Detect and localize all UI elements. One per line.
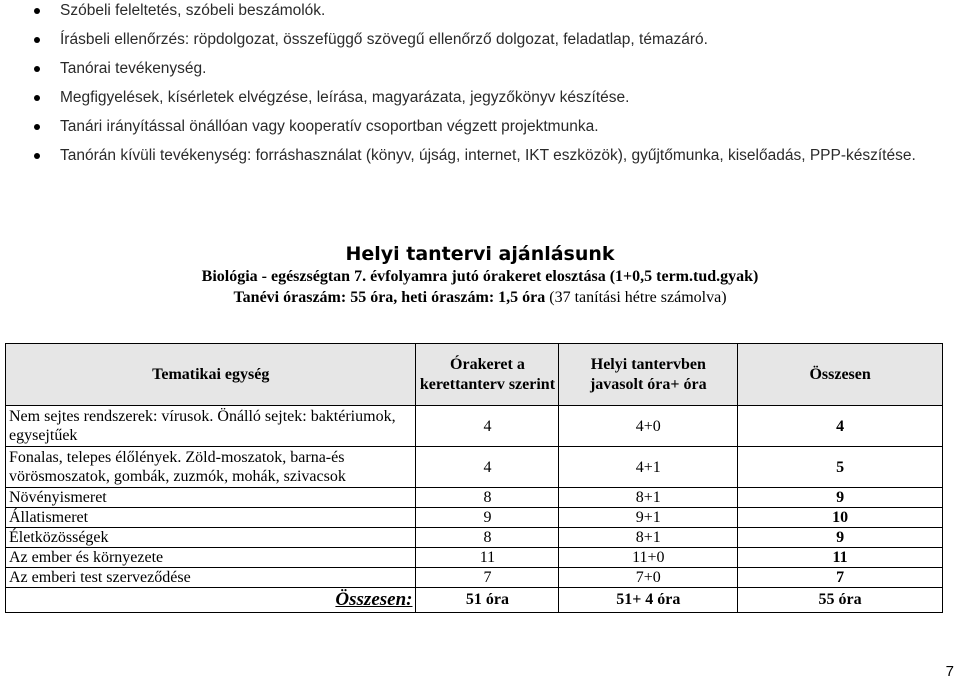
local-cell: 4+0	[559, 406, 738, 447]
local-cell: 8+1	[559, 488, 738, 508]
total-cell: 7	[738, 568, 943, 588]
hours-table	[5, 343, 943, 613]
hours-summary-bold: Tanévi óraszám: 55 óra, heti óraszám: 1,5 óra	[233, 289, 546, 306]
frame-cell: 4	[416, 447, 559, 488]
unit-cell: Fonalas, telepes élőlények. Zöld-moszatok, barna-és vörösmoszatok, gombák, zuzmók, mohák, szivacsok	[6, 447, 416, 488]
bullet-list	[34, 0, 940, 167]
table-row	[6, 406, 943, 447]
unit-cell: Állatismeret	[6, 508, 416, 528]
total-cell: 11	[738, 548, 943, 568]
table-row	[6, 528, 943, 548]
unit-cell: Életközösségek	[6, 528, 416, 548]
section-subtitle: Biológia - egészségtan 7. évfolyamra jutó órakeret elosztása (1+0,5 term.tud.gyak)	[201, 268, 759, 285]
unit-cell: Az emberi test szerveződése	[6, 568, 416, 588]
bullet-dot-icon	[34, 124, 40, 130]
total-cell: 10	[738, 508, 943, 528]
bullet-item	[34, 29, 940, 58]
local-cell: 8+1	[559, 528, 738, 548]
bullet-text: Tanórán kívüli tevékenység: forráshasználat (könyv, újság, internet, IKT eszközök), gyűjtőmunka, kiselőadás, PPP-készítése.	[60, 147, 916, 164]
bullet-item	[34, 116, 940, 145]
table-row	[6, 508, 943, 528]
frame-cell: 11	[416, 548, 559, 568]
bullet-dot-icon	[34, 153, 40, 159]
table-row	[6, 548, 943, 568]
table-row	[6, 568, 943, 588]
table-total-row	[6, 588, 943, 613]
bullet-dot-icon	[34, 37, 40, 43]
table-header-row	[6, 344, 943, 406]
bullet-item	[34, 0, 940, 29]
column-header-total: Összesen	[738, 344, 943, 406]
bullet-text: Írásbeli ellenőrzés: röpdolgozat, összefüggő szövegű ellenőrző dolgozat, feladatlap, témazáró.	[60, 31, 708, 48]
frame-cell: 8	[416, 528, 559, 548]
frame-cell: 8	[416, 488, 559, 508]
unit-cell: Növényismeret	[6, 488, 416, 508]
bullet-item	[34, 87, 940, 116]
column-header-local: Helyi tantervben javasolt óra+ óra	[559, 344, 738, 406]
bullet-item	[34, 58, 940, 87]
bullet-item	[34, 145, 940, 167]
total-total-cell: 55 óra	[738, 588, 943, 613]
total-frame-cell: 51 óra	[416, 588, 559, 613]
column-header-unit: Tematikai egység	[6, 344, 416, 406]
local-cell: 11+0	[559, 548, 738, 568]
local-cell: 4+1	[559, 447, 738, 488]
total-local-cell: 51+ 4 óra	[559, 588, 738, 613]
total-label: Összesen:	[6, 588, 416, 613]
table-row	[6, 447, 943, 488]
unit-cell: Nem sejtes rendszerek: vírusok. Önálló sejtek: baktériumok, egysejtűek	[6, 406, 416, 447]
bullet-dot-icon	[34, 66, 40, 72]
page-number: 7	[945, 663, 954, 680]
local-cell: 9+1	[559, 508, 738, 528]
frame-cell: 7	[416, 568, 559, 588]
bullet-text: Tanórai tevékenység.	[60, 60, 207, 77]
bullet-dot-icon	[34, 95, 40, 101]
bullet-text: Tanári irányítással önállóan vagy kooperatív csoportban végzett projektmunka.	[60, 118, 599, 135]
table-row	[6, 488, 943, 508]
bullet-text: Megfigyelések, kísérletek elvégzése, leírása, magyarázata, jegyzőkönyv készítése.	[60, 89, 630, 106]
unit-cell: Az ember és környezete	[6, 548, 416, 568]
total-cell: 9	[738, 488, 943, 508]
total-cell: 4	[738, 406, 943, 447]
hours-summary	[0, 289, 960, 307]
total-cell: 5	[738, 447, 943, 488]
frame-cell: 9	[416, 508, 559, 528]
bullet-text: Szóbeli feleltetés, szóbeli beszámolók.	[60, 2, 326, 19]
section-heading: Helyi tantervi ajánlásunk	[345, 243, 615, 265]
bullet-dot-icon	[34, 8, 40, 14]
column-header-frame: Órakeret a kerettanterv szerint	[416, 344, 559, 406]
total-cell: 9	[738, 528, 943, 548]
hours-summary-note: (37 tanítási hétre számolva)	[545, 289, 727, 306]
frame-cell: 4	[416, 406, 559, 447]
local-cell: 7+0	[559, 568, 738, 588]
